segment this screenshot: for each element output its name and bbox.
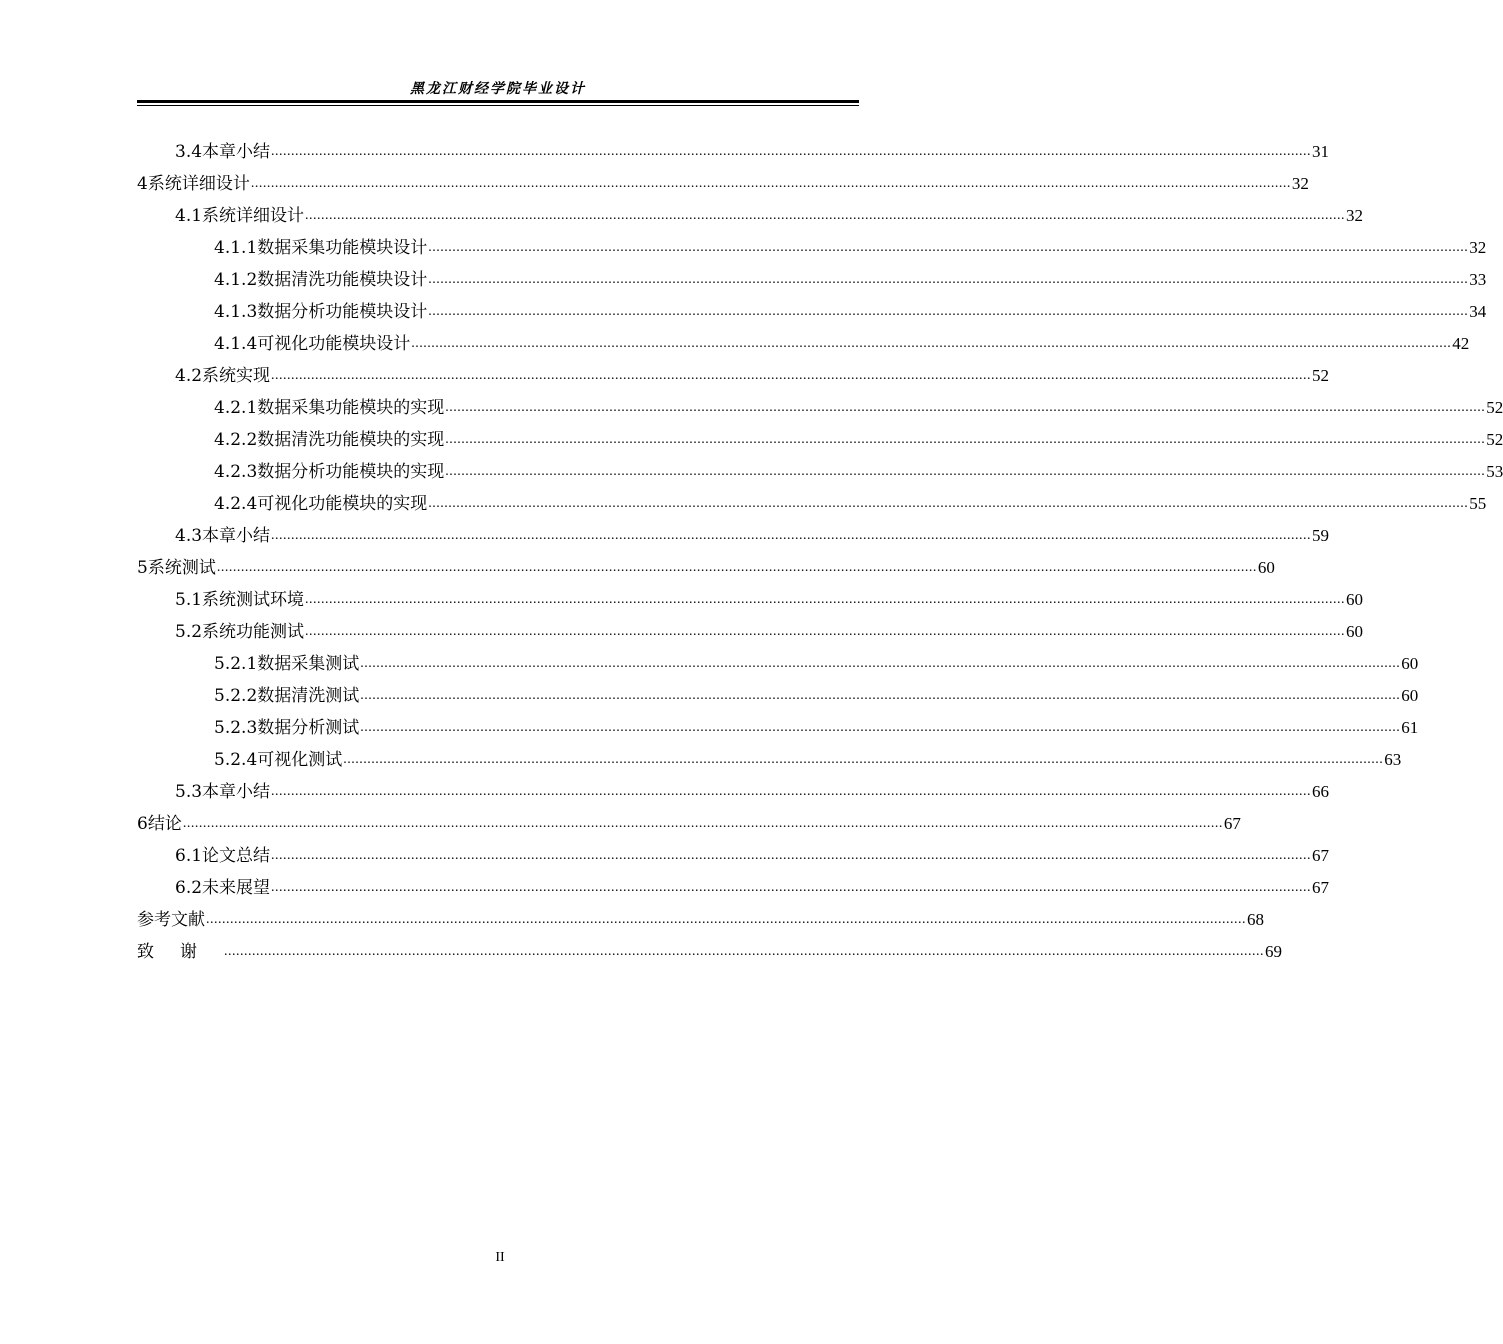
toc-entry-title: 本章小结 bbox=[202, 142, 271, 162]
toc-entry-title: 数据分析测试 bbox=[257, 718, 360, 738]
toc-dot-leader: .................................................................................................................................................................................................................................................................... bbox=[224, 944, 1264, 959]
toc-entry-number: 5.2.1 bbox=[214, 654, 258, 674]
toc-entry-page: 32 bbox=[1291, 174, 1309, 193]
toc-entry-title: 数据采集功能模块设计 bbox=[257, 238, 428, 258]
toc-entry[interactable] bbox=[137, 936, 1282, 968]
toc-entry-title: 数据采集功能模块的实现 bbox=[257, 398, 445, 418]
page-number: II bbox=[495, 1250, 505, 1265]
toc-entry-number: 4.1.2 bbox=[214, 270, 258, 290]
toc-entry-page: 32 bbox=[1469, 238, 1487, 257]
toc-entry-title: 系统详细设计 bbox=[147, 174, 250, 194]
toc-dot-leader: .................................................................................................................................................................................................................................................................... bbox=[360, 656, 1401, 671]
toc-entry-title: 数据清洗功能模块的实现 bbox=[257, 430, 445, 450]
toc-dot-leader: .................................................................................................................................................................................................................................................................... bbox=[271, 528, 1312, 543]
toc-entry-title: 系统详细设计 bbox=[202, 206, 305, 226]
toc-dot-leader: .................................................................................................................................................................................................................................................................... bbox=[271, 784, 1312, 799]
toc-entry[interactable] bbox=[137, 232, 1487, 264]
toc-dot-leader: .................................................................................................................................................................................................................................................................... bbox=[305, 624, 1346, 639]
toc-entry-number: 5 bbox=[137, 558, 148, 578]
toc-entry-number: 5.2.2 bbox=[214, 686, 258, 706]
toc-entry-title: 系统测试 bbox=[147, 558, 216, 578]
toc-entry[interactable] bbox=[137, 360, 1330, 392]
toc-dot-leader: .................................................................................................................................................................................................................................................................... bbox=[428, 304, 1469, 319]
toc-dot-leader: .................................................................................................................................................................................................................................................................... bbox=[428, 240, 1469, 255]
toc-entry[interactable] bbox=[137, 296, 1487, 328]
toc-entry[interactable] bbox=[137, 168, 1309, 200]
toc-entry-page: 68 bbox=[1247, 910, 1264, 929]
toc-entry-page: 59 bbox=[1312, 526, 1330, 545]
toc-dot-leader: .................................................................................................................................................................................................................................................................... bbox=[445, 464, 1486, 479]
toc-entry-title: 系统测试环境 bbox=[202, 590, 305, 610]
toc-dot-leader: .................................................................................................................................................................................................................................................................... bbox=[445, 432, 1486, 447]
toc-entry-page: 53 bbox=[1486, 462, 1503, 481]
toc-entry-number: 4.3 bbox=[175, 526, 203, 546]
toc-entry-number: 4 bbox=[137, 174, 148, 194]
toc-dot-leader: .................................................................................................................................................................................................................................................................... bbox=[182, 816, 1223, 831]
toc-entry-title: 论文总结 bbox=[202, 846, 271, 866]
toc-entry-number: 4.1.3 bbox=[214, 302, 258, 322]
toc-entry[interactable] bbox=[137, 488, 1487, 520]
toc-entry-page: 67 bbox=[1312, 878, 1330, 897]
toc-entry-page: 33 bbox=[1469, 270, 1487, 289]
toc-entry-title: 系统功能测试 bbox=[202, 622, 305, 642]
toc-entry-number: 3.4 bbox=[175, 142, 203, 162]
toc-entry-number: 6.2 bbox=[175, 878, 203, 898]
toc-entry-number: 4.2 bbox=[175, 366, 203, 386]
toc-entry[interactable] bbox=[137, 200, 1364, 232]
toc-entry[interactable] bbox=[137, 776, 1330, 808]
toc-dot-leader: .................................................................................................................................................................................................................................................................... bbox=[271, 848, 1312, 863]
toc-entry-page: 55 bbox=[1469, 494, 1487, 513]
toc-entry-page: 31 bbox=[1312, 142, 1330, 161]
toc-dot-leader: .................................................................................................................................................................................................................................................................... bbox=[428, 496, 1469, 511]
toc-entry-number: 4.1.1 bbox=[214, 238, 258, 258]
toc-entry-page: 52 bbox=[1312, 366, 1330, 385]
toc-entry[interactable] bbox=[137, 328, 1470, 360]
header-rule-thin bbox=[137, 105, 859, 106]
toc-entry-title: 可视化测试 bbox=[257, 750, 343, 770]
toc-dot-leader: .................................................................................................................................................................................................................................................................... bbox=[343, 752, 1384, 767]
toc-entry-title: 系统实现 bbox=[202, 366, 271, 386]
toc-entry-number: 4.2.2 bbox=[214, 430, 258, 450]
toc-dot-leader: .................................................................................................................................................................................................................................................................... bbox=[360, 720, 1401, 735]
toc-entry-title: 未来展望 bbox=[202, 878, 271, 898]
toc-entry-number: 5.2 bbox=[175, 622, 203, 642]
running-header: 黑龙江财经学院毕业设计 bbox=[410, 81, 586, 97]
toc-entry-title: 数据采集测试 bbox=[257, 654, 360, 674]
toc-entry-number: 5.2.3 bbox=[214, 718, 258, 738]
toc-entry-page: 52 bbox=[1486, 398, 1503, 417]
toc-entry[interactable] bbox=[137, 680, 1419, 712]
toc-entry-page: 61 bbox=[1401, 718, 1419, 737]
toc-dot-leader: .................................................................................................................................................................................................................................................................... bbox=[411, 336, 1452, 351]
toc-dot-leader: .................................................................................................................................................................................................................................................................... bbox=[305, 592, 1346, 607]
toc-entry-page: 67 bbox=[1312, 846, 1330, 865]
toc-entry-number: 5.1 bbox=[175, 590, 203, 610]
table-of-contents bbox=[137, 136, 1503, 968]
toc-entry-title: 数据分析功能模块的实现 bbox=[257, 462, 445, 482]
header-rule-thick bbox=[137, 100, 859, 103]
toc-dot-leader: .................................................................................................................................................................................................................................................................... bbox=[305, 208, 1346, 223]
toc-dot-leader: .................................................................................................................................................................................................................................................................... bbox=[271, 144, 1312, 159]
toc-dot-leader: .................................................................................................................................................................................................................................................................... bbox=[445, 400, 1486, 415]
toc-entry[interactable] bbox=[137, 264, 1487, 296]
toc-entry-page: 42 bbox=[1452, 334, 1470, 353]
toc-entry[interactable] bbox=[137, 648, 1419, 680]
toc-entry[interactable] bbox=[137, 136, 1330, 168]
toc-entry[interactable] bbox=[137, 392, 1503, 424]
toc-entry-title: 结论 bbox=[147, 814, 182, 834]
toc-entry[interactable] bbox=[137, 584, 1364, 616]
toc-entry-title: 数据清洗测试 bbox=[257, 686, 360, 706]
toc-entry-title: 参考文献 bbox=[137, 910, 205, 930]
toc-entry[interactable] bbox=[137, 712, 1419, 744]
toc-entry[interactable] bbox=[137, 808, 1241, 840]
toc-entry-page: 66 bbox=[1312, 782, 1330, 801]
toc-entry-title: 本章小结 bbox=[202, 782, 271, 802]
toc-dot-leader: .................................................................................................................................................................................................................................................................... bbox=[216, 560, 1257, 575]
toc-dot-leader: .................................................................................................................................................................................................................................................................... bbox=[250, 176, 1291, 191]
toc-entry[interactable] bbox=[137, 840, 1330, 872]
toc-dot-leader: .................................................................................................................................................................................................................................................................... bbox=[428, 272, 1469, 287]
toc-entry-page: 60 bbox=[1401, 654, 1419, 673]
toc-entry-page: 34 bbox=[1469, 302, 1487, 321]
toc-entry-title: 可视化功能模块的实现 bbox=[257, 494, 428, 514]
toc-entry-page: 60 bbox=[1346, 590, 1364, 609]
toc-entry[interactable] bbox=[137, 520, 1330, 552]
toc-entry-title: 本章小结 bbox=[202, 526, 271, 546]
toc-dot-leader: .................................................................................................................................................................................................................................................................... bbox=[271, 880, 1312, 895]
toc-entry[interactable] bbox=[137, 744, 1402, 776]
toc-dot-leader: .................................................................................................................................................................................................................................................................... bbox=[271, 368, 1312, 383]
toc-entry-page: 60 bbox=[1257, 558, 1275, 577]
toc-entry-number: 6 bbox=[137, 814, 148, 834]
toc-entry-title: 数据清洗功能模块设计 bbox=[257, 270, 428, 290]
toc-entry[interactable] bbox=[137, 424, 1503, 456]
toc-entry-page: 60 bbox=[1401, 686, 1419, 705]
toc-entry-title: 可视化功能模块设计 bbox=[257, 334, 411, 354]
toc-entry-number: 4.1 bbox=[175, 206, 203, 226]
toc-entry-title: 数据分析功能模块设计 bbox=[257, 302, 428, 322]
toc-entry-page: 69 bbox=[1265, 942, 1282, 961]
toc-entry-number: 4.2.4 bbox=[214, 494, 258, 514]
toc-entry[interactable] bbox=[137, 872, 1330, 904]
toc-entry-page: 52 bbox=[1486, 430, 1503, 449]
toc-entry-title: 致谢 bbox=[137, 942, 223, 962]
toc-entry-number: 5.3 bbox=[175, 782, 203, 802]
toc-entry-page: 67 bbox=[1223, 814, 1241, 833]
toc-entry-page: 32 bbox=[1346, 206, 1364, 225]
toc-entry-page: 63 bbox=[1384, 750, 1402, 769]
toc-entry[interactable] bbox=[137, 616, 1364, 648]
toc-entry-number: 6.1 bbox=[175, 846, 203, 866]
toc-entry-page: 60 bbox=[1346, 622, 1364, 641]
toc-entry-number: 4.2.1 bbox=[214, 398, 258, 418]
toc-dot-leader: .................................................................................................................................................................................................................................................................... bbox=[206, 912, 1246, 927]
toc-dot-leader: .................................................................................................................................................................................................................................................................... bbox=[360, 688, 1401, 703]
toc-entry-number: 4.2.3 bbox=[214, 462, 258, 482]
toc-entry[interactable] bbox=[137, 456, 1503, 488]
toc-entry[interactable] bbox=[137, 552, 1275, 584]
toc-entry-number: 4.1.4 bbox=[214, 334, 258, 354]
toc-entry[interactable] bbox=[137, 904, 1264, 936]
toc-entry-number: 5.2.4 bbox=[214, 750, 258, 770]
